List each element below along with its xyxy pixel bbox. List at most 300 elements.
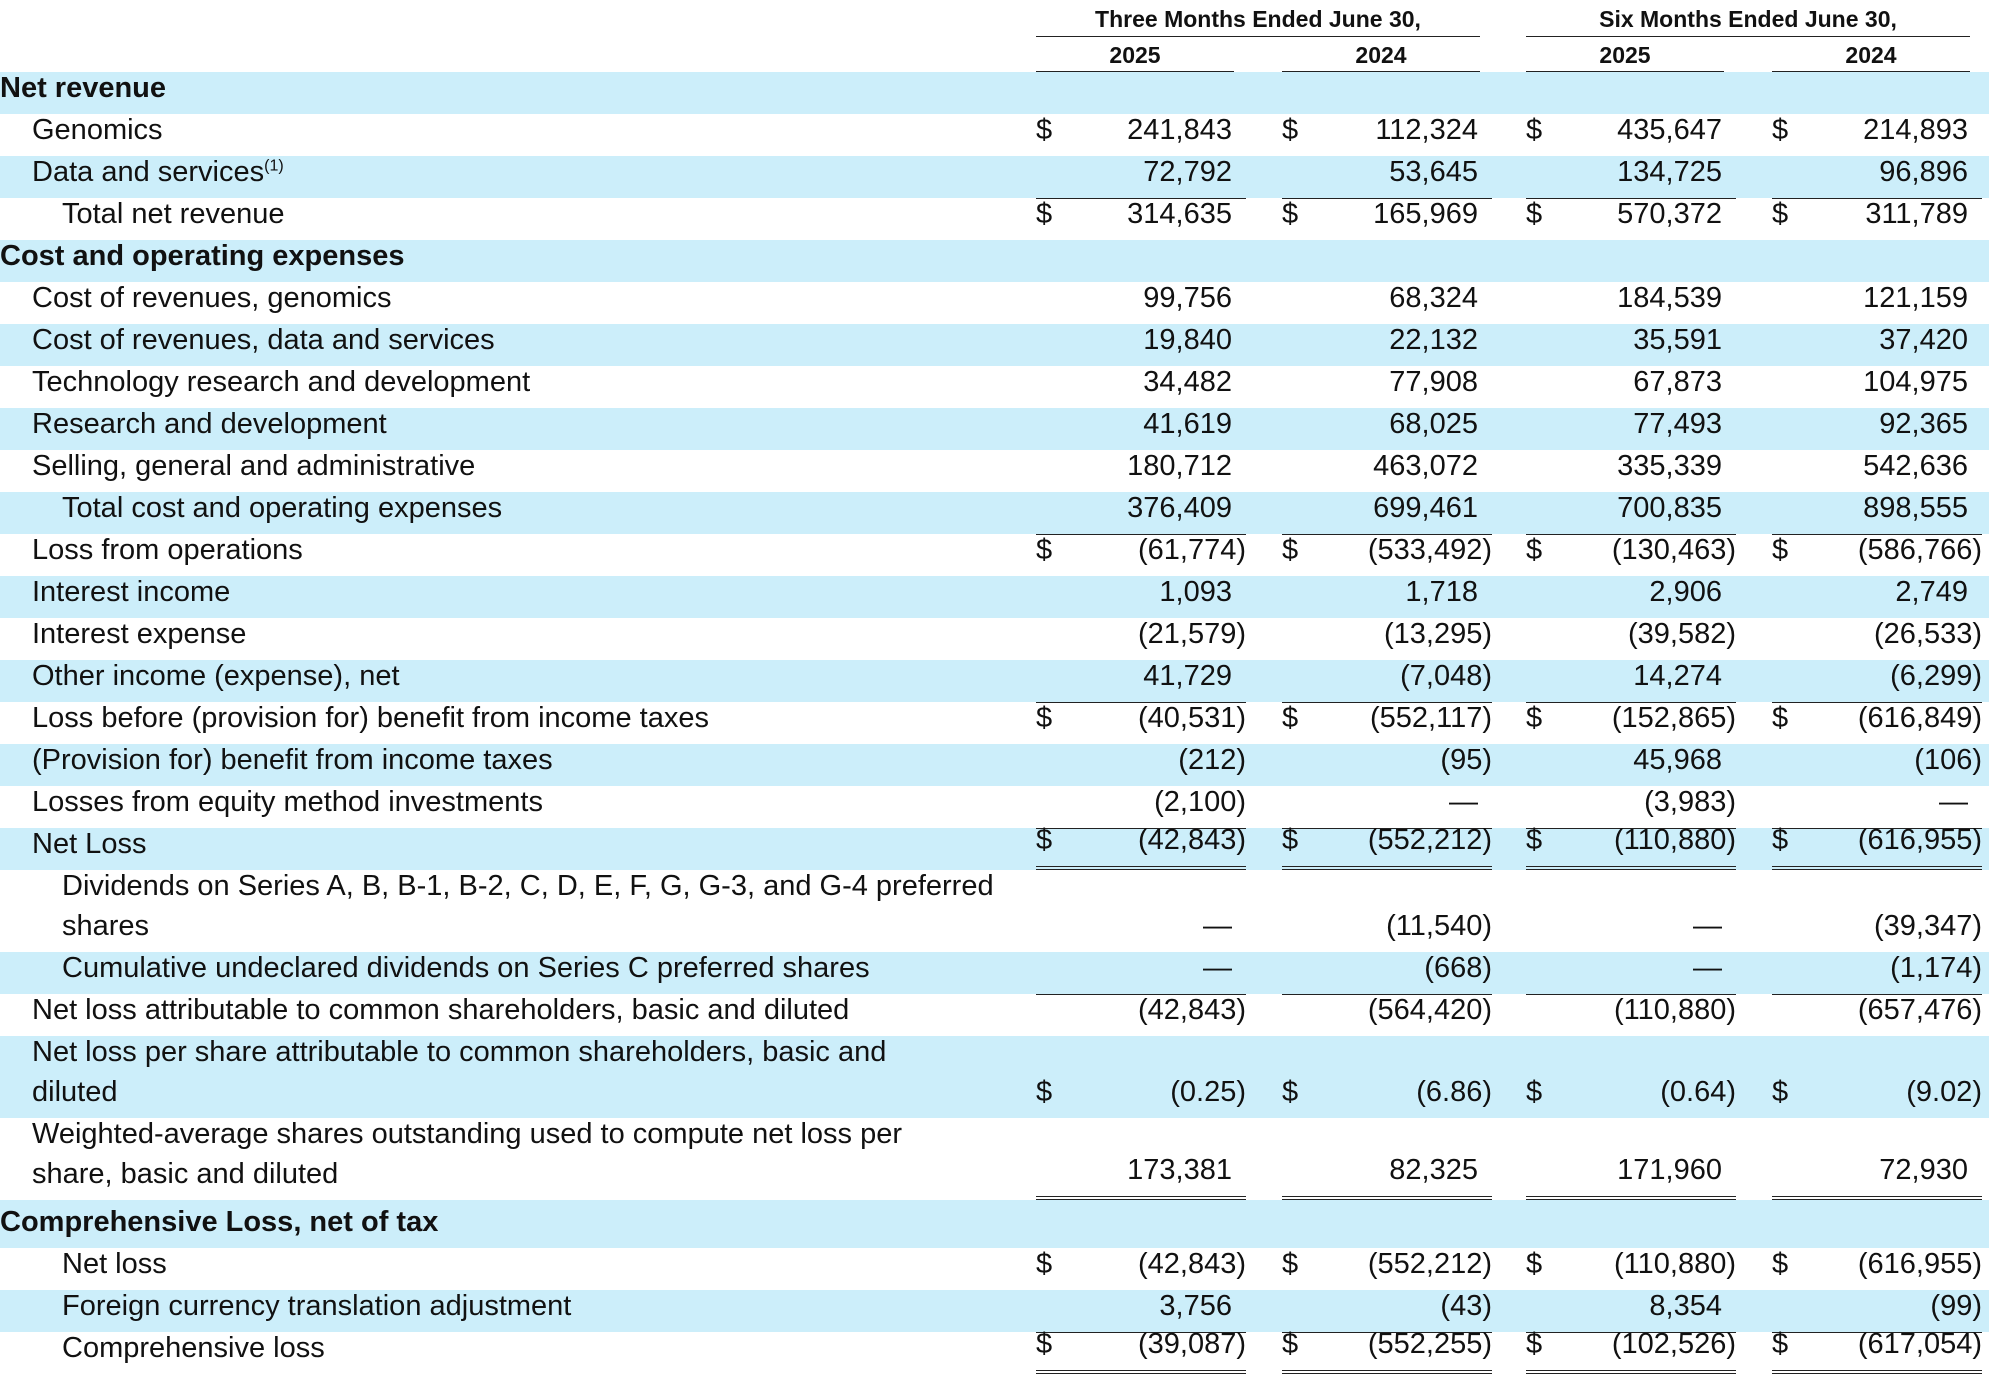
cell-value: (564,420) bbox=[1367, 994, 1492, 1026]
cell-value: — bbox=[1939, 786, 1968, 818]
row-label bbox=[32, 740, 553, 780]
table-row bbox=[0, 576, 1989, 618]
table-row bbox=[0, 994, 1989, 1036]
row-label-text: Net loss per share attributable to common shareholders, basic and bbox=[32, 1036, 887, 1068]
table-cell bbox=[1526, 994, 1736, 1036]
table-cell bbox=[1526, 114, 1736, 156]
currency-symbol: $ bbox=[1526, 1248, 1543, 1280]
cell-value: 82,325 bbox=[1389, 1154, 1478, 1186]
table-cell bbox=[1526, 1200, 1736, 1248]
table-cell bbox=[1282, 534, 1492, 576]
table-row bbox=[0, 324, 1989, 366]
currency-symbol: $ bbox=[1772, 534, 1789, 566]
row-label-text: Technology research and development bbox=[32, 366, 531, 398]
cell-value: 68,324 bbox=[1389, 282, 1478, 314]
table-row bbox=[0, 660, 1989, 702]
table-cell bbox=[1282, 870, 1492, 952]
table-cell bbox=[1036, 72, 1246, 114]
table-cell bbox=[1772, 156, 1982, 198]
header-year-q-2024: 2024 bbox=[1355, 42, 1407, 68]
cell-value: 570,372 bbox=[1617, 198, 1722, 230]
table-cell bbox=[1526, 72, 1736, 114]
table-cell bbox=[1772, 1200, 1982, 1248]
table-cell bbox=[1282, 72, 1492, 114]
row-label-continuation: shares bbox=[62, 910, 150, 942]
cell-value: 96,896 bbox=[1879, 156, 1968, 188]
table-cell bbox=[1282, 366, 1492, 408]
cell-value: 180,712 bbox=[1127, 450, 1232, 482]
table-cell bbox=[1282, 1328, 1492, 1374]
table-cell bbox=[1526, 618, 1736, 660]
row-label-text: Interest expense bbox=[32, 618, 247, 650]
currency-symbol: $ bbox=[1036, 114, 1053, 146]
cell-value: (9.02) bbox=[1906, 1076, 1982, 1108]
row-label-text: (Provision for) benefit from income taxes bbox=[32, 744, 553, 776]
row-label bbox=[0, 236, 405, 276]
table-cell bbox=[1282, 156, 1492, 198]
row-label-text: Losses from equity method investments bbox=[32, 786, 543, 818]
cell-value: (106) bbox=[1914, 744, 1982, 776]
table-cell bbox=[1036, 156, 1246, 198]
row-label bbox=[32, 1114, 902, 1194]
row-label bbox=[0, 68, 166, 108]
row-label bbox=[62, 1328, 325, 1368]
currency-symbol: $ bbox=[1772, 1248, 1789, 1280]
cell-value: 53,645 bbox=[1389, 156, 1478, 188]
currency-symbol: $ bbox=[1282, 534, 1299, 566]
cell-value: 35,591 bbox=[1633, 324, 1722, 356]
cell-value: (21,579) bbox=[1137, 618, 1246, 650]
table-cell bbox=[1036, 702, 1246, 744]
currency-symbol: $ bbox=[1526, 1328, 1543, 1360]
cell-value: (657,476) bbox=[1857, 994, 1982, 1026]
cell-value: (3,983) bbox=[1644, 786, 1736, 818]
table-cell bbox=[1772, 870, 1982, 952]
table-cell bbox=[1526, 492, 1736, 534]
cell-value: 335,339 bbox=[1617, 450, 1722, 482]
table-cell bbox=[1772, 994, 1982, 1036]
table-cell bbox=[1526, 576, 1736, 618]
table-cell bbox=[1772, 72, 1982, 114]
table-row bbox=[0, 198, 1989, 240]
currency-symbol: $ bbox=[1526, 114, 1543, 146]
row-label-text: Foreign currency translation adjustment bbox=[62, 1290, 572, 1322]
cell-value: (552,212) bbox=[1367, 1248, 1492, 1280]
cell-value: (152,865) bbox=[1611, 702, 1736, 734]
table-cell bbox=[1772, 702, 1982, 744]
currency-symbol: $ bbox=[1282, 702, 1299, 734]
cell-value: — bbox=[1693, 952, 1722, 984]
currency-symbol: $ bbox=[1036, 1248, 1053, 1280]
table-row bbox=[0, 870, 1989, 952]
table-row bbox=[0, 282, 1989, 324]
cell-value: (533,492) bbox=[1367, 534, 1492, 566]
table-row bbox=[0, 1118, 1989, 1200]
row-label bbox=[32, 446, 475, 486]
row-label bbox=[32, 824, 146, 864]
cell-value: (40,531) bbox=[1137, 702, 1246, 734]
cell-value: 376,409 bbox=[1127, 492, 1232, 524]
table-cell bbox=[1036, 994, 1246, 1036]
table-cell bbox=[1282, 198, 1492, 240]
cell-value: (42,843) bbox=[1137, 1248, 1246, 1280]
row-label-text: Genomics bbox=[32, 114, 163, 146]
currency-symbol: $ bbox=[1526, 824, 1543, 856]
table-cell bbox=[1036, 870, 1246, 952]
table-cell bbox=[1036, 114, 1246, 156]
table-cell bbox=[1282, 492, 1492, 534]
cell-value: 72,930 bbox=[1879, 1154, 1968, 1186]
cell-value: 67,873 bbox=[1633, 366, 1722, 398]
cell-value: — bbox=[1449, 786, 1478, 818]
table-row bbox=[0, 156, 1989, 198]
currency-symbol: $ bbox=[1282, 824, 1299, 856]
table-cell bbox=[1526, 1328, 1736, 1374]
cell-value: 22,132 bbox=[1389, 324, 1478, 356]
currency-symbol: $ bbox=[1772, 198, 1789, 230]
table-cell bbox=[1036, 660, 1246, 702]
cell-value: (552,212) bbox=[1367, 824, 1492, 856]
table-cell bbox=[1282, 1036, 1492, 1118]
cell-value: (102,526) bbox=[1611, 1328, 1736, 1360]
cell-value: 2,906 bbox=[1649, 576, 1722, 608]
table-cell bbox=[1772, 1118, 1982, 1200]
row-label-text: Loss before (provision for) benefit from income taxes bbox=[32, 702, 709, 734]
cell-value: 68,025 bbox=[1389, 408, 1478, 440]
table-cell bbox=[1526, 156, 1736, 198]
table-cell bbox=[1772, 576, 1982, 618]
cell-value: (1,174) bbox=[1890, 952, 1982, 984]
table-cell bbox=[1036, 824, 1246, 870]
header-year-q-2025: 2025 bbox=[1109, 42, 1161, 68]
row-label-text: Interest income bbox=[32, 576, 231, 608]
cell-value: (11,540) bbox=[1386, 910, 1492, 942]
table-cell bbox=[1036, 618, 1246, 660]
row-label bbox=[32, 1032, 886, 1112]
row-label bbox=[32, 362, 530, 402]
cell-value: (668) bbox=[1424, 952, 1492, 984]
cell-value: (0.64) bbox=[1660, 1076, 1736, 1108]
cell-value: (212) bbox=[1178, 744, 1246, 776]
table-cell bbox=[1772, 744, 1982, 786]
currency-symbol: $ bbox=[1772, 114, 1789, 146]
table-cell bbox=[1036, 1328, 1246, 1374]
table-cell bbox=[1526, 952, 1736, 994]
cell-value: 37,420 bbox=[1879, 324, 1968, 356]
cell-value: (26,533) bbox=[1873, 618, 1982, 650]
header-six-months: Six Months Ended June 30, bbox=[1599, 6, 1897, 32]
cell-value: (617,054) bbox=[1857, 1328, 1982, 1360]
table-cell bbox=[1526, 240, 1736, 282]
currency-symbol: $ bbox=[1036, 198, 1053, 230]
table-cell bbox=[1282, 324, 1492, 366]
currency-symbol: $ bbox=[1526, 702, 1543, 734]
table-cell bbox=[1036, 492, 1246, 534]
table-cell bbox=[1036, 366, 1246, 408]
table-row bbox=[0, 952, 1989, 994]
cell-value: 121,159 bbox=[1863, 282, 1968, 314]
cell-value: (552,255) bbox=[1367, 1328, 1492, 1360]
table-cell bbox=[1036, 282, 1246, 324]
currency-symbol: $ bbox=[1036, 1328, 1053, 1360]
table-cell bbox=[1282, 282, 1492, 324]
table-cell bbox=[1036, 324, 1246, 366]
cell-value: 34,482 bbox=[1143, 366, 1232, 398]
table-cell bbox=[1282, 1118, 1492, 1200]
cell-value: (2,100) bbox=[1154, 786, 1246, 818]
currency-symbol: $ bbox=[1772, 1328, 1789, 1360]
table-cell bbox=[1772, 198, 1982, 240]
currency-symbol: $ bbox=[1282, 1248, 1299, 1280]
cell-value: (39,347) bbox=[1873, 910, 1982, 942]
income-statement-table bbox=[0, 72, 1989, 1374]
row-label-text: Weighted-average shares outstanding used to compute net loss per bbox=[32, 1118, 902, 1150]
header-rule-six-months bbox=[1526, 36, 1970, 37]
table-cell bbox=[1526, 744, 1736, 786]
cell-value: (130,463) bbox=[1611, 534, 1736, 566]
table-cell bbox=[1526, 1118, 1736, 1200]
cell-value: 72,792 bbox=[1143, 156, 1232, 188]
table-cell bbox=[1526, 198, 1736, 240]
table-cell bbox=[1282, 1200, 1492, 1248]
row-label-text: Cost of revenues, genomics bbox=[32, 282, 392, 314]
cell-value: 77,493 bbox=[1633, 408, 1722, 440]
table-cell bbox=[1526, 408, 1736, 450]
table-cell bbox=[1772, 1248, 1982, 1290]
table-cell bbox=[1282, 994, 1492, 1036]
row-label bbox=[32, 152, 284, 192]
table-cell bbox=[1036, 576, 1246, 618]
cell-value: (99) bbox=[1930, 1290, 1982, 1322]
table-cell bbox=[1036, 1200, 1246, 1248]
currency-symbol: $ bbox=[1526, 1076, 1543, 1108]
cell-value: 173,381 bbox=[1127, 1154, 1232, 1186]
cell-value: 542,636 bbox=[1863, 450, 1968, 482]
cell-value: 2,749 bbox=[1895, 576, 1968, 608]
table-cell bbox=[1772, 534, 1982, 576]
cell-value: (13,295) bbox=[1383, 618, 1492, 650]
table-cell bbox=[1772, 660, 1982, 702]
cell-value: (95) bbox=[1440, 744, 1492, 776]
currency-symbol: $ bbox=[1526, 534, 1543, 566]
table-cell bbox=[1772, 366, 1982, 408]
row-label-text: Net revenue bbox=[0, 72, 167, 104]
row-label-continuation: diluted bbox=[32, 1076, 118, 1108]
row-label bbox=[32, 530, 303, 570]
row-label bbox=[32, 656, 400, 696]
row-label-text: Selling, general and administrative bbox=[32, 450, 476, 482]
currency-symbol: $ bbox=[1036, 702, 1053, 734]
table-cell bbox=[1526, 660, 1736, 702]
cell-value: 241,843 bbox=[1127, 114, 1232, 146]
table-cell bbox=[1282, 240, 1492, 282]
cell-value: (616,955) bbox=[1857, 1248, 1982, 1280]
row-label-text: Cumulative undeclared dividends on Series C preferred shares bbox=[62, 952, 870, 984]
cell-value: 1,093 bbox=[1159, 576, 1232, 608]
cell-value: 171,960 bbox=[1617, 1154, 1722, 1186]
table-cell bbox=[1526, 1248, 1736, 1290]
row-label bbox=[32, 614, 246, 654]
row-label bbox=[62, 194, 284, 234]
table-cell bbox=[1282, 660, 1492, 702]
header-three-months: Three Months Ended June 30, bbox=[1095, 6, 1421, 32]
currency-symbol: $ bbox=[1282, 114, 1299, 146]
row-label bbox=[32, 572, 230, 612]
table-row bbox=[0, 534, 1989, 576]
row-label bbox=[0, 1202, 438, 1242]
table-row bbox=[0, 408, 1989, 450]
table-cell bbox=[1526, 1036, 1736, 1118]
row-label-text: Data and services bbox=[32, 156, 265, 188]
cell-value: (552,117) bbox=[1370, 702, 1492, 734]
row-label-text: Total net revenue bbox=[62, 198, 285, 230]
cell-value: (6.86) bbox=[1416, 1076, 1492, 1108]
table-cell bbox=[1282, 576, 1492, 618]
row-label-text: Net loss bbox=[62, 1248, 167, 1280]
footnote-marker: (1) bbox=[264, 157, 284, 175]
row-label bbox=[62, 488, 502, 528]
table-row bbox=[0, 618, 1989, 660]
cell-value: 700,835 bbox=[1617, 492, 1722, 524]
cell-value: — bbox=[1203, 910, 1232, 942]
row-label bbox=[32, 320, 495, 360]
table-cell bbox=[1282, 824, 1492, 870]
row-label-continuation: share, basic and diluted bbox=[32, 1158, 339, 1190]
cell-value: 311,789 bbox=[1865, 198, 1968, 230]
table-row bbox=[0, 1036, 1989, 1118]
cell-value: 41,729 bbox=[1143, 660, 1232, 692]
row-label-text: Research and development bbox=[32, 408, 387, 440]
table-row bbox=[0, 1200, 1989, 1248]
row-label-text: Total cost and operating expenses bbox=[62, 492, 503, 524]
row-label-text: Dividends on Series A, B, B-1, B-2, C, D, E, F, G, G-3, and G-4 preferred bbox=[62, 870, 994, 902]
cell-value: 14,274 bbox=[1633, 660, 1722, 692]
table-row bbox=[0, 1248, 1989, 1290]
cell-value: (39,087) bbox=[1137, 1328, 1246, 1360]
row-label bbox=[62, 866, 994, 946]
currency-symbol: $ bbox=[1526, 198, 1543, 230]
row-label-text: Loss from operations bbox=[32, 534, 303, 566]
table-cell bbox=[1772, 1036, 1982, 1118]
cell-value: (39,582) bbox=[1627, 618, 1736, 650]
table-cell bbox=[1772, 492, 1982, 534]
table-cell bbox=[1036, 1036, 1246, 1118]
currency-symbol: $ bbox=[1036, 534, 1053, 566]
row-label bbox=[62, 1244, 167, 1284]
table-row bbox=[0, 366, 1989, 408]
table-row bbox=[0, 72, 1989, 114]
table-cell bbox=[1036, 198, 1246, 240]
cell-value: (43) bbox=[1440, 1290, 1492, 1322]
row-label-text: Comprehensive loss bbox=[62, 1332, 325, 1364]
header-year-s-2025: 2025 bbox=[1599, 42, 1651, 68]
cell-value: 214,893 bbox=[1863, 114, 1968, 146]
cell-value: (110,880) bbox=[1614, 1248, 1736, 1280]
row-label-text: Other income (expense), net bbox=[32, 660, 400, 692]
row-label bbox=[32, 990, 849, 1030]
row-label-text: Net loss attributable to common shareholders, basic and diluted bbox=[32, 994, 850, 1026]
table-cell bbox=[1282, 408, 1492, 450]
cell-value: — bbox=[1203, 952, 1232, 984]
row-label-text: Cost and operating expenses bbox=[0, 240, 405, 272]
table-row bbox=[0, 114, 1989, 156]
table-cell bbox=[1772, 240, 1982, 282]
cell-value: (61,774) bbox=[1137, 534, 1246, 566]
row-label bbox=[32, 110, 163, 150]
table-cell bbox=[1772, 618, 1982, 660]
table-cell bbox=[1282, 114, 1492, 156]
table-row bbox=[0, 1328, 1989, 1374]
table-cell bbox=[1036, 744, 1246, 786]
table-cell bbox=[1772, 408, 1982, 450]
cell-value: (586,766) bbox=[1857, 534, 1982, 566]
cell-value: (42,843) bbox=[1137, 994, 1246, 1026]
table-row bbox=[0, 824, 1989, 870]
cell-value: (42,843) bbox=[1137, 824, 1246, 856]
cell-value: 104,975 bbox=[1863, 366, 1968, 398]
cell-value: 112,324 bbox=[1375, 114, 1478, 146]
table-row bbox=[0, 450, 1989, 492]
header-year-s-2024: 2024 bbox=[1845, 42, 1897, 68]
row-label-text: Comprehensive Loss, net of tax bbox=[0, 1206, 439, 1238]
table-cell bbox=[1036, 240, 1246, 282]
currency-symbol: $ bbox=[1772, 1076, 1789, 1108]
row-label-text: Cost of revenues, data and services bbox=[32, 324, 495, 356]
table-cell bbox=[1282, 618, 1492, 660]
cell-value: 77,908 bbox=[1389, 366, 1478, 398]
currency-symbol: $ bbox=[1282, 1076, 1299, 1108]
table-cell bbox=[1036, 952, 1246, 994]
cell-value: 184,539 bbox=[1617, 282, 1722, 314]
cell-value: 699,461 bbox=[1373, 492, 1478, 524]
cell-value: 463,072 bbox=[1373, 450, 1478, 482]
currency-symbol: $ bbox=[1282, 1328, 1299, 1360]
table-cell bbox=[1036, 408, 1246, 450]
table-row bbox=[0, 240, 1989, 282]
row-label bbox=[32, 278, 391, 318]
table-cell bbox=[1036, 1118, 1246, 1200]
cell-value: 41,619 bbox=[1143, 408, 1232, 440]
table-cell bbox=[1282, 744, 1492, 786]
cell-value: (0.25) bbox=[1170, 1076, 1246, 1108]
cell-value: 8,354 bbox=[1649, 1290, 1722, 1322]
cell-value: 45,968 bbox=[1633, 744, 1722, 776]
cell-value: 435,647 bbox=[1617, 114, 1722, 146]
table-cell bbox=[1772, 1328, 1982, 1374]
table-cell bbox=[1282, 1248, 1492, 1290]
cell-value: — bbox=[1693, 910, 1722, 942]
cell-value: 898,555 bbox=[1863, 492, 1968, 524]
cell-value: (110,880) bbox=[1614, 824, 1736, 856]
header-rule-three-months bbox=[1036, 36, 1480, 37]
table-cell bbox=[1036, 450, 1246, 492]
cell-value: 134,725 bbox=[1617, 156, 1722, 188]
cell-value: 165,969 bbox=[1373, 198, 1478, 230]
table-cell bbox=[1772, 824, 1982, 870]
table-cell bbox=[1772, 114, 1982, 156]
cell-value: 99,756 bbox=[1143, 282, 1232, 314]
table-row bbox=[0, 744, 1989, 786]
table-cell bbox=[1526, 870, 1736, 952]
currency-symbol: $ bbox=[1772, 702, 1789, 734]
currency-symbol: $ bbox=[1036, 1076, 1053, 1108]
table-cell bbox=[1772, 324, 1982, 366]
row-label bbox=[32, 698, 709, 738]
table-cell bbox=[1526, 702, 1736, 744]
cell-value: 1,718 bbox=[1405, 576, 1478, 608]
currency-symbol: $ bbox=[1036, 824, 1053, 856]
cell-value: (110,880) bbox=[1614, 994, 1736, 1026]
